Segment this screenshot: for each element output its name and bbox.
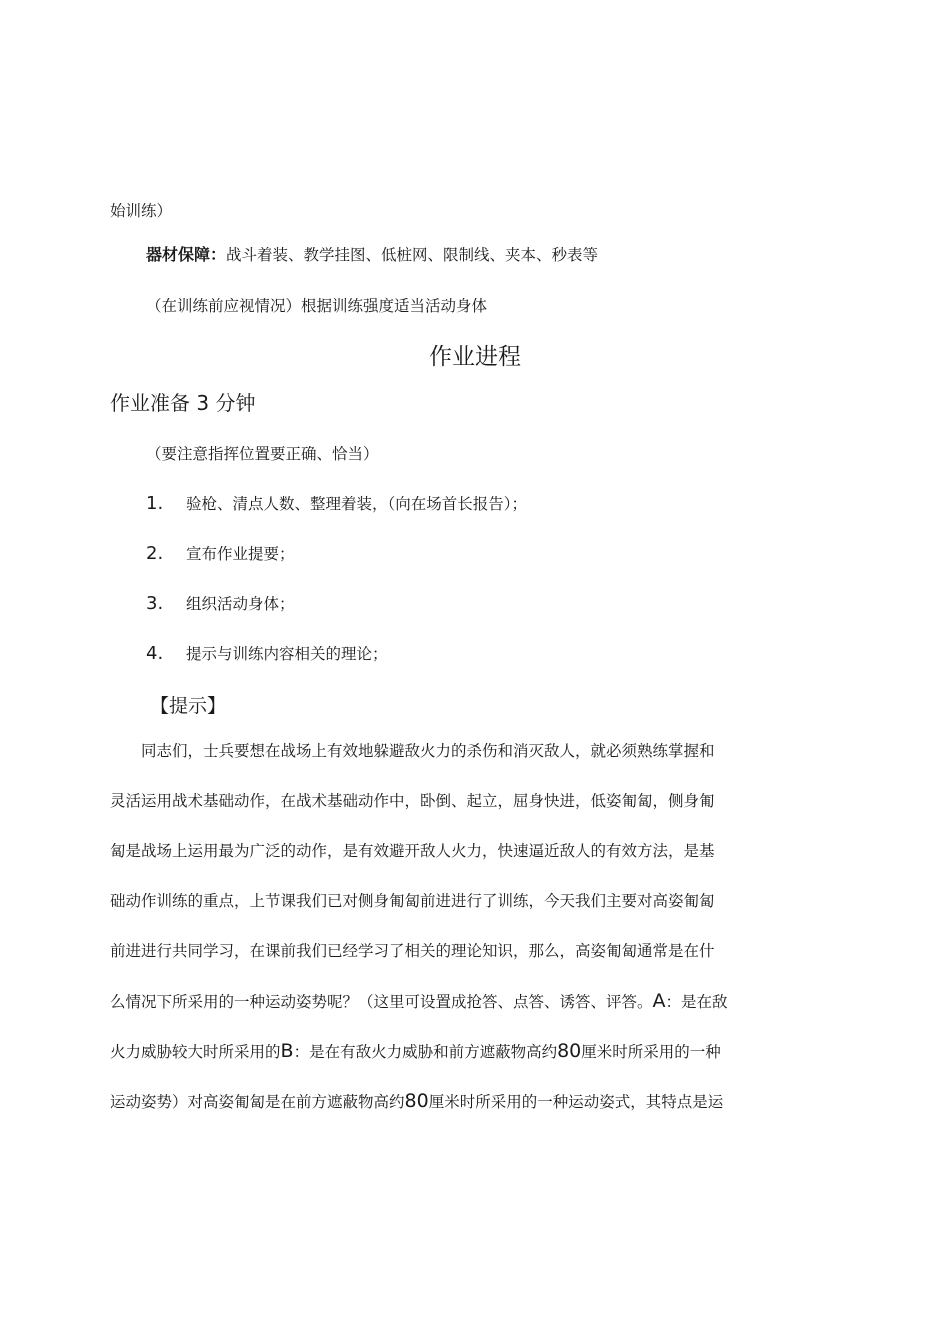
height-number: 80 bbox=[404, 1090, 429, 1112]
list-text: 提示与训练内容相关的理论； bbox=[186, 645, 388, 663]
paragraph-line: 匐是战场上运用最为广泛的动作，是有效避开敌人火力，快速逼近敌人的有效方法，是基 bbox=[110, 842, 715, 860]
section-title: 作业进程 bbox=[429, 344, 521, 370]
equipment-label: 器材保障： bbox=[146, 245, 227, 264]
paragraph-line: 前进进行共同学习，在课前我们已经学习了相关的理论知识，那么，高姿匍匐通常是在什 bbox=[110, 942, 715, 960]
list-number: 3. bbox=[146, 593, 164, 614]
list-number: 1. bbox=[146, 493, 164, 514]
paragraph-line bbox=[110, 1041, 800, 1062]
paragraph-line bbox=[110, 1091, 800, 1112]
fragment-line: 始训练） bbox=[110, 202, 173, 220]
list-item bbox=[146, 644, 388, 664]
paragraph-text: 火力威胁较大时所采用的 bbox=[110, 1043, 281, 1061]
paragraph-text: 厘米时所采用的一种 bbox=[581, 1043, 721, 1061]
equipment-line bbox=[146, 245, 598, 265]
paragraph-text: ：是在敌 bbox=[665, 993, 728, 1011]
paragraph-text: 么情况下所采用的一种运动姿势呢？（这里可设置成抢答、点答、诱答、评答。 bbox=[110, 993, 653, 1011]
list-number: 4. bbox=[146, 643, 164, 664]
paragraph-line: 同志们，士兵要想在战场上有效地躲避敌火力的杀伤和消灭敌人，就必须熟练掌握和 bbox=[110, 742, 715, 760]
option-b-marker: B bbox=[280, 1040, 294, 1062]
list-text: 组织活动身体； bbox=[186, 595, 295, 613]
tip-label: 【提示】 bbox=[150, 695, 227, 717]
paragraph-text: 运动姿势）对高姿匍匐是在前方遮蔽物高约 bbox=[110, 1093, 405, 1111]
equipment-items: 战斗着装、教学挂图、低桩网、限制线、夹本、秒表等 bbox=[226, 246, 599, 264]
list-text: 验枪、清点人数、整理着装，（向在场首长报告）； bbox=[186, 495, 528, 513]
list-number: 2. bbox=[146, 543, 164, 564]
paragraph-text: ：是在有敌火力威胁和前方遮蔽物高约 bbox=[293, 1043, 558, 1061]
paragraph-line: 灵活运用战术基础动作，在战术基础动作中，卧倒、起立，屈身快进，低姿匍匐，侧身匍 bbox=[110, 792, 715, 810]
option-a-marker: A bbox=[652, 990, 666, 1012]
warmup-note: （在训练前应视情况）根据训练强度适当活动身体 bbox=[146, 297, 488, 315]
paragraph-line: 础动作训练的重点，上节课我们已对侧身匍匐前进进行了训练，今天我们主要对高姿匍匐 bbox=[110, 892, 715, 910]
paragraph-line bbox=[110, 991, 800, 1012]
paragraph-text: 厘米时所采用的一种运动姿式，其特点是运 bbox=[428, 1093, 724, 1111]
list-item bbox=[146, 594, 295, 614]
prep-note: （要注意指挥位置要正确、恰当） bbox=[146, 445, 379, 463]
prep-heading: 作业准备 3 分钟 bbox=[110, 391, 256, 415]
list-text: 宣布作业提要； bbox=[186, 545, 295, 563]
height-number: 80 bbox=[557, 1040, 582, 1062]
list-item bbox=[146, 494, 527, 514]
list-item bbox=[146, 544, 295, 564]
